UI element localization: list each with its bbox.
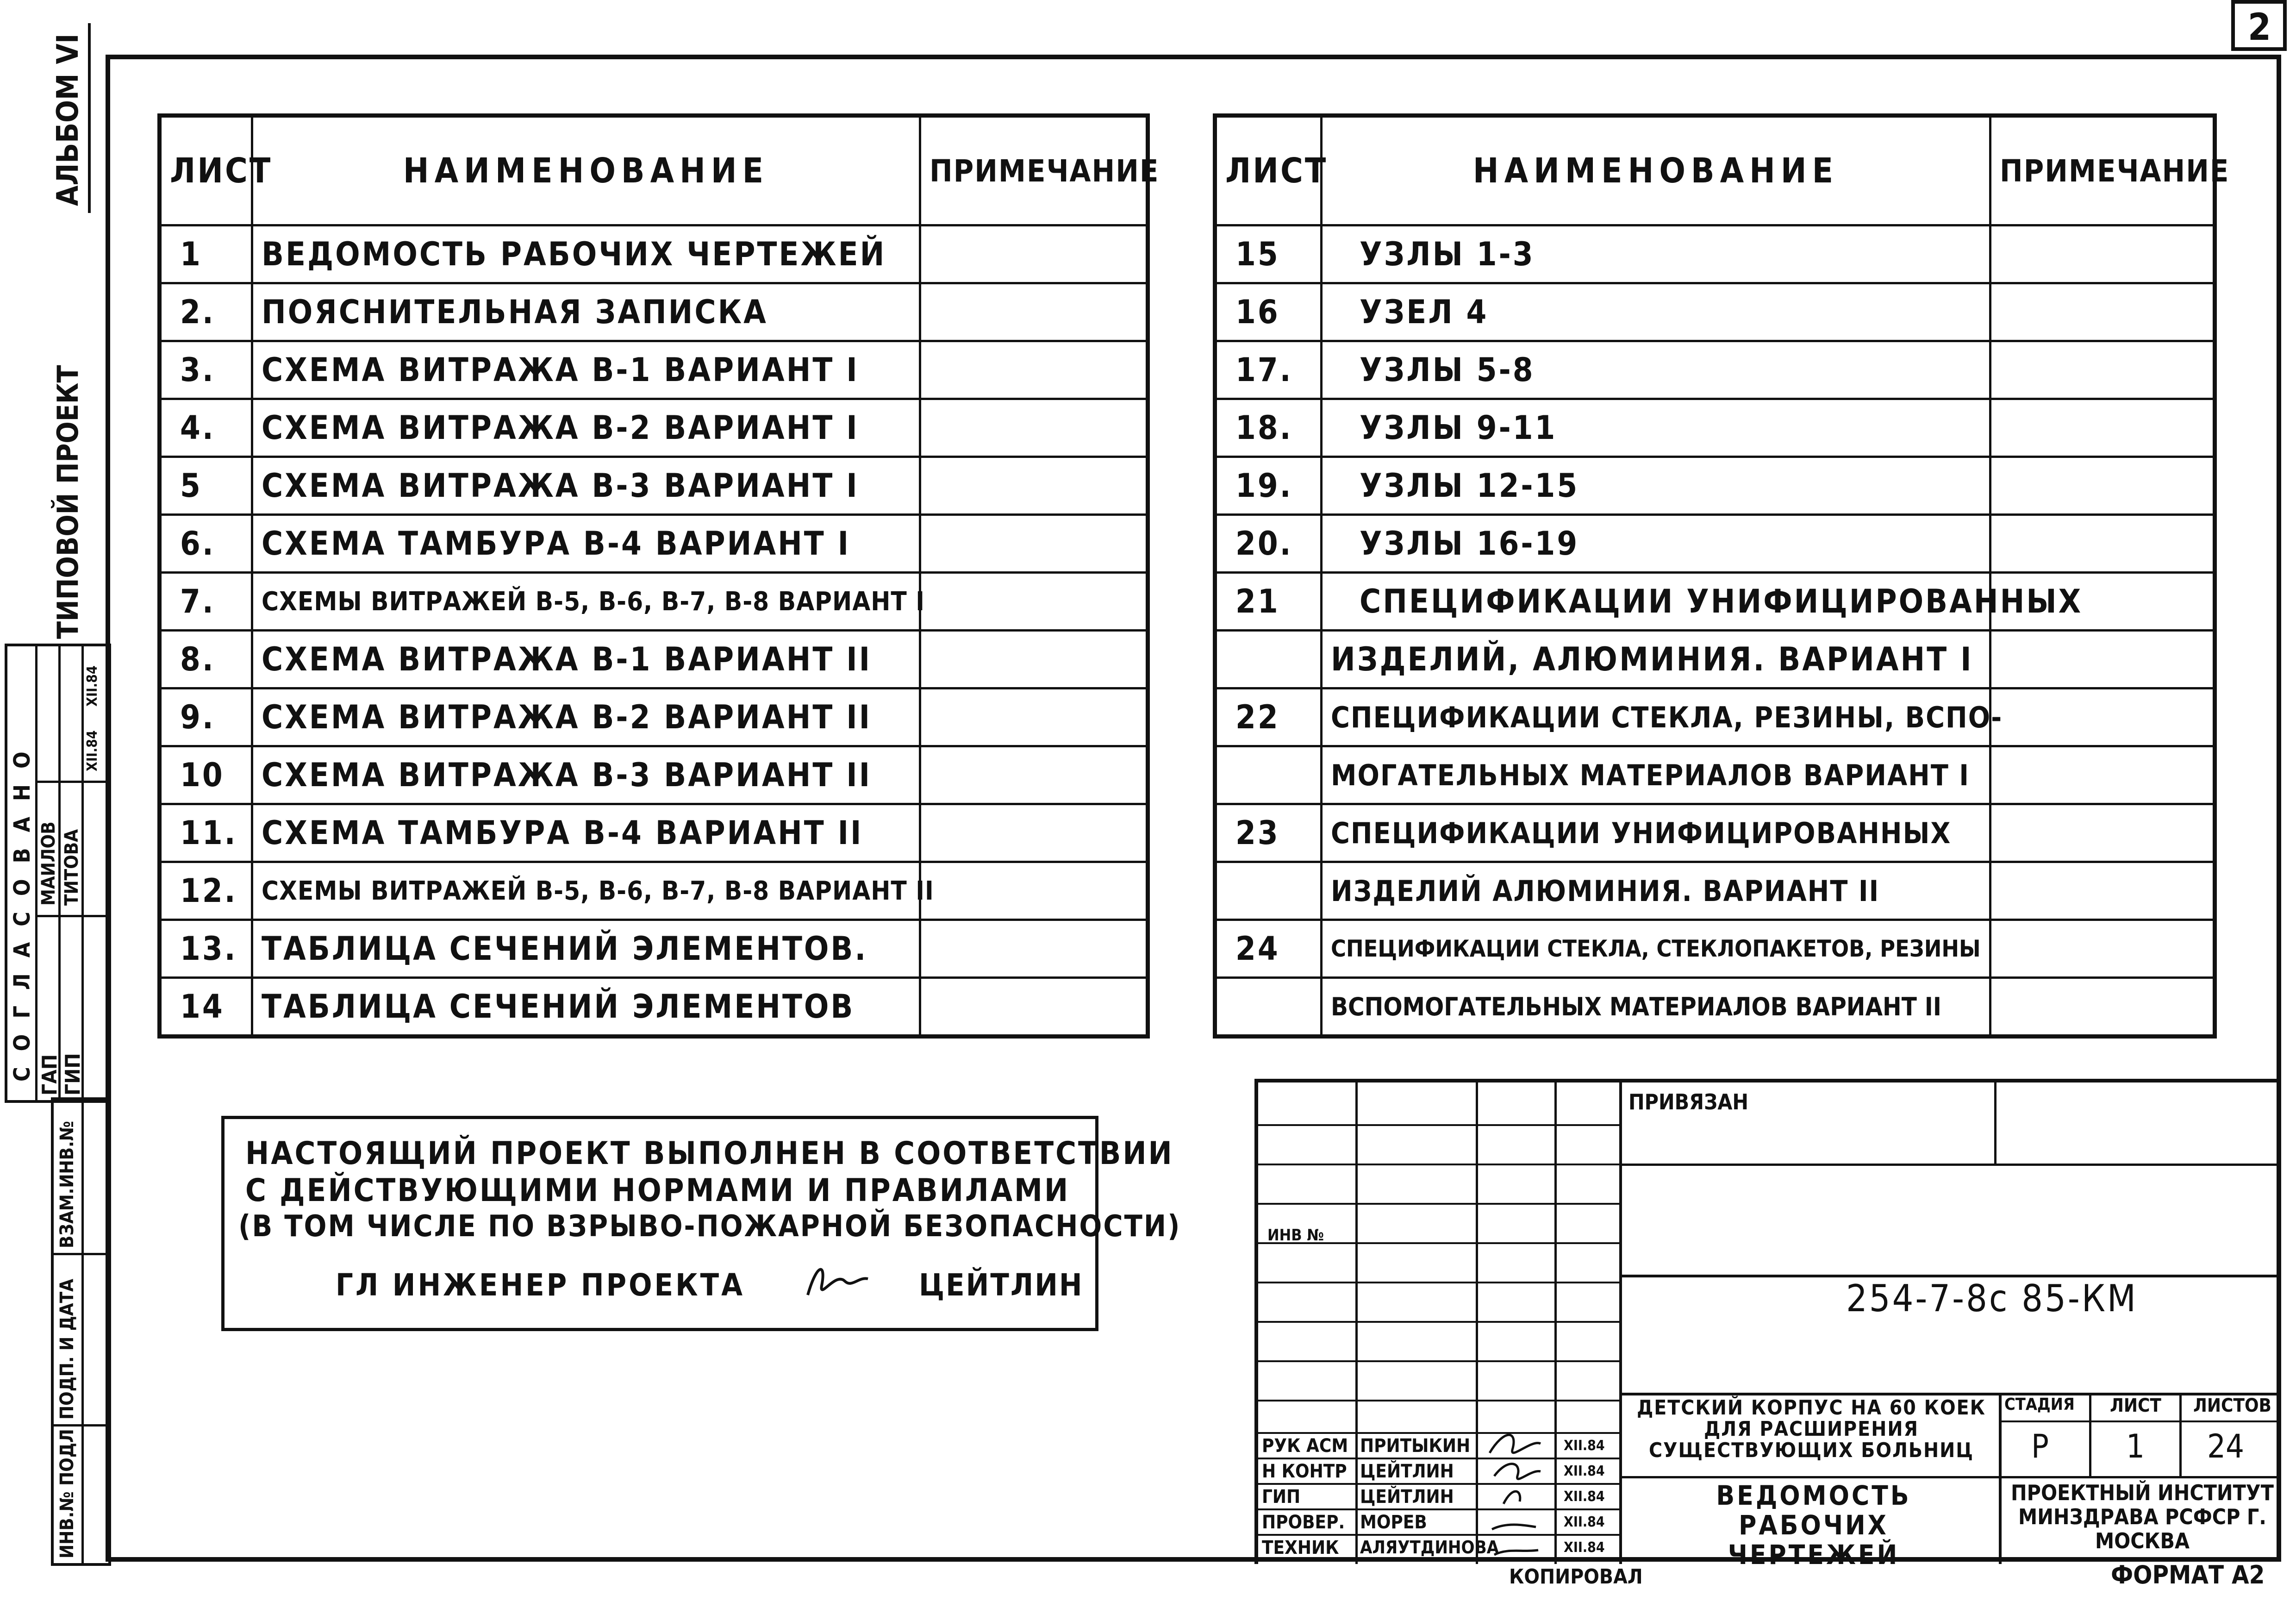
- organization: ПРОЕКТНЫЙ ИНСТИТУТ МИНЗДРАВА РСФСР Г. МОСКВА: [2011, 1480, 2274, 1553]
- table-row: ИЗДЕЛИЙ, АЛЮМИНИЯ. ВАРИАНТ I: [1215, 631, 2215, 688]
- table-row: 9. СХЕМА ВИТРАЖА В-2 ВАРИАНТ II: [160, 688, 1148, 746]
- staff-name: ЦЕЙТЛИН: [1360, 1461, 1454, 1482]
- table-row: ИЗДЕЛИЙ АЛЮМИНИЯ. ВАРИАНТ II: [1215, 862, 2215, 920]
- sheet-value: 1: [2126, 1427, 2145, 1465]
- staff-date: XII.84: [1564, 1463, 1605, 1479]
- table-header: [1215, 116, 2215, 225]
- table-row: 24 СПЕЦИФИКАЦИИ СТЕКЛА, СТЕКЛОПАКЕТОВ, РЕЗИНЫ: [1215, 920, 2215, 978]
- staff-date: XII.84: [1564, 1539, 1605, 1556]
- stage-value: Р: [2031, 1427, 2049, 1465]
- header-name: НАИМЕНОВАНИЕ: [1322, 116, 1990, 225]
- table-row: 10 СХЕМА ВИТРАЖА В-3 ВАРИАНТ II: [160, 746, 1148, 804]
- staff-name: ЦЕЙТЛИН: [1360, 1486, 1454, 1508]
- gip-name: ТИТОВА: [61, 829, 82, 906]
- signer-role: ГЛ ИНЖЕНЕР ПРОЕКТА: [336, 1267, 745, 1303]
- staff-name: АЛЯУТДИНОВА: [1360, 1537, 1499, 1558]
- table-row: 3. СХЕМА ВИТРАЖА В-1 ВАРИАНТ I: [160, 341, 1148, 399]
- sheet-number-box: [2231, 0, 2287, 51]
- staff-name: ПРИТЫКИН: [1360, 1435, 1471, 1457]
- table-row: 23 СПЕЦИФИКАЦИИ УНИФИЦИРОВАННЫХ: [1215, 804, 2215, 862]
- staff-role: ПРОВЕР.: [1262, 1512, 1345, 1533]
- staff-date: XII.84: [1564, 1438, 1605, 1454]
- sheet-number: 2: [2248, 6, 2271, 49]
- staff-role: ТЕХНИК: [1262, 1537, 1339, 1558]
- table-row: 13. ТАБЛИЦА СЕЧЕНИЙ ЭЛЕМЕНТОВ.: [160, 920, 1148, 978]
- header-sheet: ЛИСТ: [160, 116, 252, 225]
- drawings-table-left: [157, 113, 1160, 1039]
- staff-name: МОРЕВ: [1360, 1512, 1427, 1533]
- sheets-value: 24: [2207, 1427, 2245, 1465]
- project-code: 254-7-8с 85-КМ: [1846, 1277, 2138, 1320]
- compliance-line-1: НАСТОЯЩИЙ ПРОЕКТ ВЫПОЛНЕН В СООТВЕТСТВИИ: [245, 1135, 1174, 1172]
- gip-date: XII.84: [84, 730, 100, 771]
- table-row: 19. УЗЛЫ 12-15: [1215, 457, 2215, 515]
- table-row: 16 УЗЕЛ 4: [1215, 283, 2215, 341]
- table-row: 2. ПОЯСНИТЕЛЬНАЯ ЗАПИСКА: [160, 283, 1148, 341]
- table-row: 21 СПЕЦИФИКАЦИИ УНИФИЦИРОВАННЫХ: [1215, 573, 2215, 631]
- compliance-line-3: (В ТОМ ЧИСЛЕ ПО ВЗРЫВО-ПОЖАРНОЙ БЕЗОПАСНОСТИ): [238, 1209, 1181, 1244]
- table-row: МОГАТЕЛЬНЫХ МАТЕРИАЛОВ ВАРИАНТ I: [1215, 746, 2215, 804]
- album-label: АЛЬБОМ VI: [51, 33, 85, 206]
- gap-label: ГАП: [38, 1054, 62, 1095]
- signature-icon: [1480, 1425, 1554, 1564]
- inv-label: ИНВ №: [1267, 1226, 1324, 1245]
- sheet-label: ЛИСТ: [2110, 1395, 2161, 1416]
- gap-name: МАИЛОВ: [38, 821, 59, 906]
- staff-role: Н КОНТР: [1262, 1461, 1347, 1482]
- table-row: 1 ВЕДОМОСТЬ РАБОЧИХ ЧЕРТЕЖЕЙ: [160, 225, 1148, 283]
- staff-role: РУК АСМ: [1262, 1435, 1348, 1457]
- gip-label: ГИП: [61, 1053, 85, 1095]
- compliance-note: [221, 1116, 1181, 1331]
- header-sheet: ЛИСТ: [1215, 116, 1322, 225]
- header-name: НАИМЕНОВАНИЕ: [252, 116, 920, 225]
- staff-date: XII.84: [1564, 1514, 1605, 1530]
- gap-date: XII.84: [84, 665, 100, 707]
- table-row: 8. СХЕМА ВИТРАЖА В-1 ВАРИАНТ II: [160, 631, 1148, 688]
- agreed-label: СОГЛАСОВАНО: [9, 736, 35, 1082]
- header-note: ПРИМЕЧАНИЕ: [920, 116, 1148, 225]
- table-row: 12. СХЕМЫ ВИТРАЖЕЙ В-5, В-6, В-7, В-8 ВАРИАНТ II: [160, 862, 1148, 920]
- title-block: [1254, 1079, 2281, 1570]
- table-row: 20. УЗЛЫ 16-19: [1215, 515, 2215, 573]
- object-name: ДЕТСКИЙ КОРПУС НА 60 КОЕК ДЛЯ РАСШИРЕНИЯ СУЩЕСТВУЮЩИХ БОЛЬНИЦ: [1636, 1396, 1986, 1462]
- staff-role: ГИП: [1262, 1486, 1301, 1508]
- sheet-title: ВЕДОМОСТЬ РАБОЧИХ ЧЕРТЕЖЕЙ: [1716, 1480, 1911, 1570]
- table-row: 14 ТАБЛИЦА СЕЧЕНИЙ ЭЛЕМЕНТОВ: [160, 978, 1148, 1037]
- table-row: 5 СХЕМА ВИТРАЖА В-3 ВАРИАНТ I: [160, 457, 1148, 515]
- signer-name: ЦЕЙТЛИН: [919, 1267, 1084, 1303]
- table-row: 18. УЗЛЫ 9-11: [1215, 399, 2215, 457]
- table-row: 7. СХЕМЫ ВИТРАЖЕЙ В-5, В-6, В-7, В-8 ВАРИАНТ I: [160, 573, 1148, 631]
- table-header: [160, 116, 1148, 225]
- table-row: 4. СХЕМА ВИТРАЖА В-2 ВАРИАНТ I: [160, 399, 1148, 457]
- attached-label: ПРИВЯЗАН: [1628, 1089, 1749, 1114]
- signature-icon: [799, 1253, 873, 1309]
- agreed-stamp: [5, 644, 111, 1103]
- inventory-strip: [51, 1097, 111, 1566]
- sign-date-label: ПОДП. И ДАТА: [56, 1278, 78, 1420]
- album-label-box: [46, 23, 91, 213]
- table-row: 15 УЗЛЫ 1-3: [1215, 225, 2215, 283]
- inv-orig-label: ИНВ.№ ПОДЛ: [56, 1429, 78, 1558]
- compliance-line-2: С ДЕЙСТВУЮЩИМИ НОРМАМИ И ПРАВИЛАМИ: [245, 1172, 1070, 1209]
- table-row: ВСПОМОГАТЕЛЬНЫХ МАТЕРИАЛОВ ВАРИАНТ II: [1215, 978, 2215, 1037]
- stage-label: СТАДИЯ: [2004, 1395, 2075, 1414]
- table-row: 22 СПЕЦИФИКАЦИИ СТЕКЛА, РЕЗИНЫ, ВСПО-: [1215, 688, 2215, 746]
- staff-date: XII.84: [1564, 1489, 1605, 1505]
- drawings-table-right: [1213, 113, 2230, 1039]
- replace-inv-label: ВЗАМ.ИНВ.№: [56, 1121, 78, 1248]
- project-type-label: ТИПОВОЙ ПРОЕКТ: [51, 365, 85, 639]
- table-row: 6. СХЕМА ТАМБУРА В-4 ВАРИАНТ I: [160, 515, 1148, 573]
- header-note: ПРИМЕЧАНИЕ: [1990, 116, 2215, 225]
- table-row: 17. УЗЛЫ 5-8: [1215, 341, 2215, 399]
- format-label: ФОРМАТ А2: [2111, 1560, 2265, 1589]
- table-row: 11. СХЕМА ТАМБУРА В-4 ВАРИАНТ II: [160, 804, 1148, 862]
- copied-label: КОПИРОВАЛ: [1509, 1565, 1643, 1589]
- sheets-label: ЛИСТОВ: [2193, 1395, 2271, 1416]
